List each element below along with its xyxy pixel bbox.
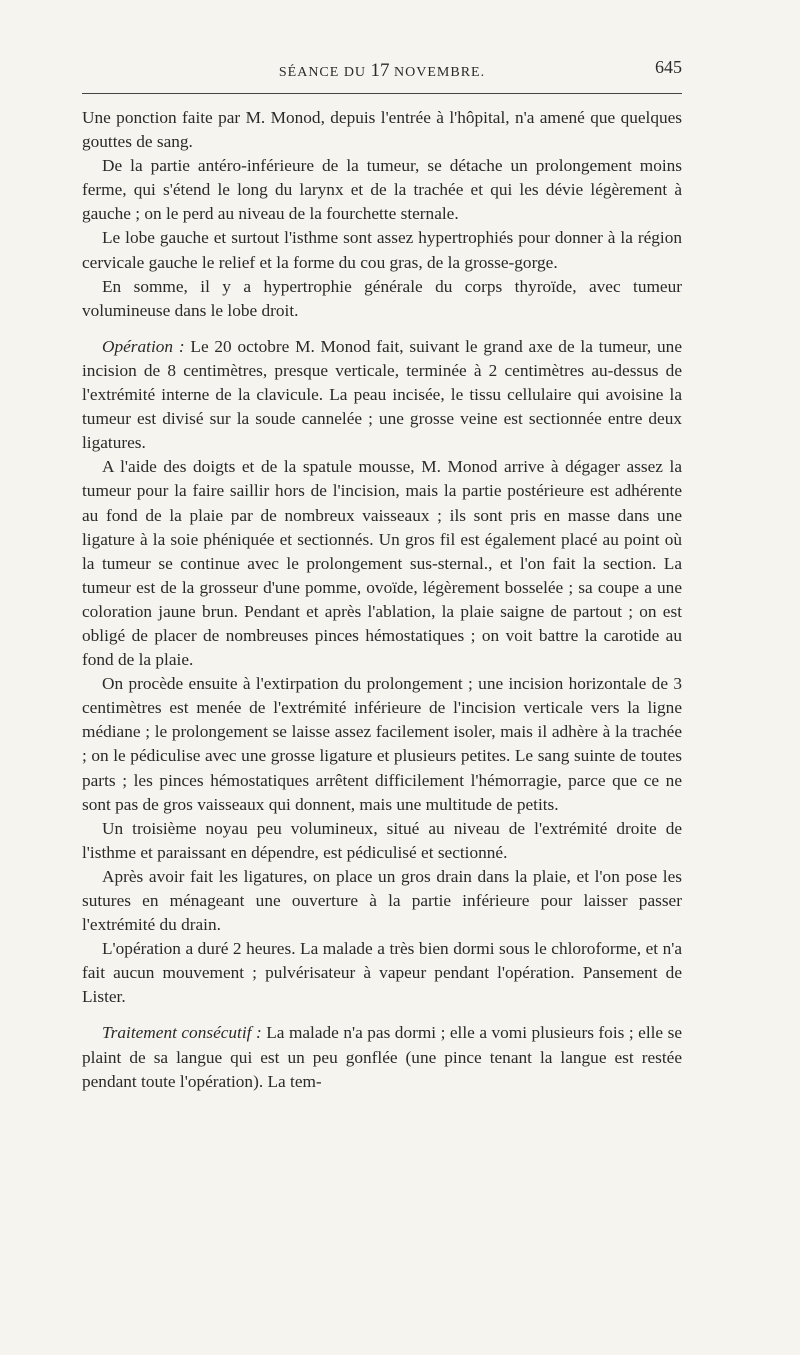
paragraph-prolongation: [82, 154, 682, 226]
running-title-suffix: NOVEMBRE.: [389, 65, 486, 80]
paragraph-third-nodule: [82, 817, 682, 865]
paragraph-text: Après avoir fait les ligatures, on place un gros drain dans la plaie, et l'on pose les sutures en ménageant une ouverture à la partie inférieure pour laisser passer l'extrémité du drain.: [82, 866, 682, 935]
paragraph-text: En somme, il y a hypertrophie générale du corps thyroïde, avec tumeur volumineuse dans le lobe droit.: [82, 276, 682, 320]
paragraph-ligatures: [82, 865, 682, 937]
paragraph-text: De la partie antéro-inférieure de la tumeur, se détache un prolongement moins ferme, qui s'étend le long du larynx et de la trachée et qui les dévie légèrement à gauche ; on le perd au niveau de la fourchette sternale.: [82, 156, 682, 224]
paragraph-text: Le 20 octobre M. Monod fait, suivant le grand axe de la tumeur, une incision de 8 centimètres, presque verticale, terminée à 2 centimètres au-dessus de l'extrémité interne de la clavicule. La peau incisée, le tissu cellulaire qui avoisine la tumeur est divisé sur la soude cannelée ; une grosse veine est sectionnée entre deux ligatures.: [82, 336, 682, 453]
paragraph-operation: [82, 335, 682, 455]
paragraph-text: Le lobe gauche et surtout l'isthme sont assez hypertrophiés pour donner à la région cervicale gauche le relief et la forme du cou gras, de la grosse-gorge.: [82, 228, 682, 272]
paragraph-left-lobe: [82, 226, 682, 274]
paragraph-text: La malade n'a pas dormi ; elle a vomi plusieurs fois ; elle se plaint de sa langue qui est un peu gonflée (une pince tenant la langue est restée pendant toute l'opération). La tem-: [82, 1023, 682, 1091]
paragraph-text: On procède ensuite à l'extirpation du prolongement ; une incision horizontale de 3 centimètres est menée de l'extrémité inférieure de l'incision verticale vers la ligne médiane ; le prolongement se laisse assez facilement isoler, mais il adhère à la trachée ; on le pédiculise avec une grosse ligature et plusieurs petites. Le sang suinte de toutes parts ; les pinces hémostatiques arrêtent difficilement l'hémorragie, parce que ce ne sont pas de gros vaisseaux qui donnent, mais une multitude de petits.: [82, 674, 682, 814]
paragraph-summary: [82, 275, 682, 323]
page-body: [82, 106, 682, 1094]
running-header: [82, 56, 682, 86]
header-rule: [82, 93, 682, 94]
page-number: 645: [655, 57, 682, 77]
running-title: [82, 60, 682, 82]
paragraph-text: Une ponction faite par M. Monod, depuis l'entrée à l'hôpital, n'a amené que quelques gouttes de sang.: [82, 108, 682, 152]
paragraph-text: Un troisième noyau peu volumineux, situé au niveau de l'extrémité droite de l'isthme et paraissant en dépendre, est pédiculisé et sectionné.: [82, 818, 682, 862]
paragraph-extirpation: [82, 672, 682, 817]
section-lead-operation: Opération :: [102, 336, 185, 356]
paragraph-dissection: [82, 455, 682, 672]
paragraph-treatment: [82, 1021, 682, 1093]
running-title-prefix: SÉANCE DU: [278, 65, 371, 80]
paragraph-text: L'opération a duré 2 heures. La malade a très bien dormi sous le chloroforme, et n'a fait aucun mouvement ; pulvérisateur à vapeur pendant l'opération. Pansement de Lister.: [82, 939, 682, 1007]
paragraph-text: A l'aide des doigts et de la spatule mousse, M. Monod arrive à dégager assez la tumeur pour la faire saillir hors de l'incision, mais la partie postérieure est adhérente au fond de la plaie par de nombreux vaisseaux ; ils sont pris en masse dans une ligature à la soie phéniquée et sectionnés. Un gros fil est également placé au point où la tumeur se continue avec le prolongement sus-sternal., et l'on fait la section. La tumeur est de la grosseur d'une pomme, ovoïde, légèrement bosselée ; sa coupe a une coloration jaune brun. Pendant et après l'ablation, la plaie saigne de partout ; on est obligé de placer de nombreuses pinces hémostatiques ; on voit battre la carotide au fond de la plaie.: [82, 457, 682, 670]
paragraph-duration: [82, 937, 682, 1009]
paragraph-puncture: [82, 106, 682, 154]
section-lead-treatment: Traitement consécutif :: [102, 1023, 262, 1043]
running-title-day: 17: [370, 60, 390, 81]
